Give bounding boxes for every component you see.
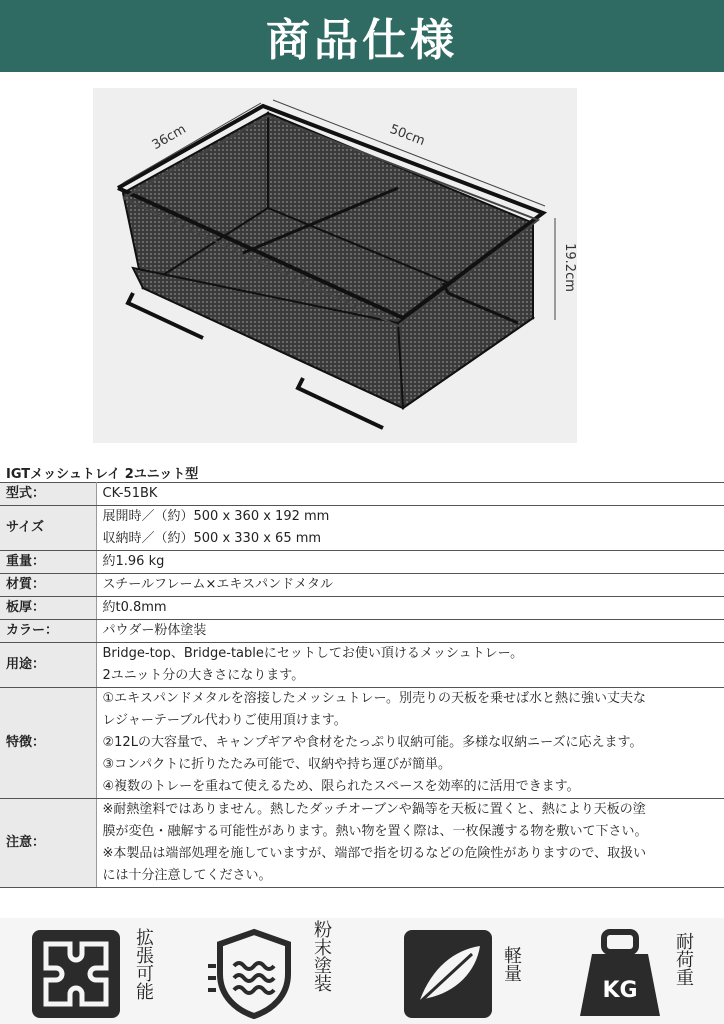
spec-row xyxy=(0,643,724,688)
dimension-height-label: 19.2cm xyxy=(561,243,577,292)
spec-label: 板厚： xyxy=(0,597,96,620)
spec-row xyxy=(0,551,724,574)
feather-icon xyxy=(402,928,494,1020)
spec-row xyxy=(0,574,724,597)
spec-value-line: 展開時／（約）500 x 360 x 192 mm xyxy=(102,509,330,524)
spec-label: 特徴： xyxy=(0,688,96,799)
spec-value-line: ※耐熱塗料ではありません。熱したダッチオーブンや鍋等を天板に置くと、熱により天板の塗 xyxy=(102,802,646,817)
spec-label: 型式： xyxy=(0,483,96,506)
product-name: IGTメッシュトレイ 2ユニット型 xyxy=(6,467,199,482)
spec-value-line: 収納時／（約）500 x 330 x 65 mm xyxy=(102,531,322,546)
spec-value-line: CK-51BK xyxy=(102,486,158,501)
weight-badge: KG xyxy=(602,978,638,1003)
spec-value xyxy=(96,597,724,620)
spec-label: サイズ xyxy=(0,506,96,551)
feature-expandable xyxy=(30,928,122,1024)
feature-label-lightweight: 軽量 xyxy=(501,946,522,982)
spec-value xyxy=(96,506,724,551)
spec-value-line: 2ユニット分の大きさになります。 xyxy=(102,668,305,683)
feature-powder-coat xyxy=(208,928,300,1024)
spec-label: 用途： xyxy=(0,643,96,688)
spec-value-line: スチールフレーム×エキスパンドメタル xyxy=(102,577,333,592)
spec-row xyxy=(0,483,724,506)
product-image xyxy=(93,88,577,443)
dimension-depth-label: 36cm xyxy=(149,121,189,154)
spec-value-line: ②12Lの大容量で、キャンプギアや食材をたっぷり収納可能。多様な収納ニーズに応えます。 xyxy=(102,735,643,750)
page-title: 商品仕様 xyxy=(266,15,458,66)
feature-lightweight xyxy=(402,928,494,1024)
weight-kg-icon xyxy=(574,928,666,1020)
spec-label: カラー： xyxy=(0,620,96,643)
spec-value-line: レジャーテーブル代わりご使用頂けます。 xyxy=(102,713,347,728)
feature-label-powder-coat: 粉末塗装 xyxy=(311,920,332,992)
spec-value xyxy=(96,483,724,506)
spec-value-line: 約1.96 kg xyxy=(102,554,165,569)
spec-value xyxy=(96,574,724,597)
spec-value xyxy=(96,688,724,799)
spec-label: 重量： xyxy=(0,551,96,574)
feature-icons xyxy=(0,918,724,1024)
spec-label: 注意： xyxy=(0,799,96,888)
feature-label-load-capacity: 耐荷重 xyxy=(673,932,694,986)
spec-value-line: 約t0.8mm xyxy=(102,600,167,615)
spec-row xyxy=(0,688,724,799)
feature-label-expandable: 拡張可能 xyxy=(133,928,154,1000)
feature-load-capacity xyxy=(574,928,666,1024)
spec-value-line: 膜が変色・融解する可能性があります。熱い物を置く際は、一枚保護する物を敷いて下さい。 xyxy=(102,824,648,839)
spec-label: 材質： xyxy=(0,574,96,597)
page-header xyxy=(0,0,724,72)
spec-value xyxy=(96,620,724,643)
puzzle-icon xyxy=(30,928,122,1020)
spec-value-line: ①エキスパンドメタルを溶接したメッシュトレー。別売りの天板を乗せば水と熱に強い丈夫な xyxy=(102,691,646,706)
spec-row xyxy=(0,620,724,643)
shield-waves-icon xyxy=(208,928,300,1020)
spec-row xyxy=(0,799,724,888)
spec-value xyxy=(96,643,724,688)
spec-row xyxy=(0,506,724,551)
spec-value-line: ③コンパクトに折りたたみ可能で、収納や持ち運びが簡単。 xyxy=(102,757,451,772)
spec-value xyxy=(96,551,724,574)
dimension-width-label: 50cm xyxy=(387,121,427,150)
spec-value-line: ④複数のトレーを重ねて使えるため、限られたスペースを効率的に活用できます。 xyxy=(102,779,580,794)
spec-value-line: パウダー粉体塗装 xyxy=(102,623,207,638)
spec-table xyxy=(0,482,724,888)
spec-value-line: には十分注意してください。 xyxy=(102,868,272,883)
spec-value-line: ※本製品は端部処理を施していますが、端部で指を切るなどの危険性がありますので、取扱い xyxy=(102,846,647,861)
spec-value xyxy=(96,799,724,888)
spec-value-line: Bridge-top、Bridge-tableにセットしてお使い頂けるメッシュトレー。 xyxy=(102,646,524,661)
spec-row xyxy=(0,597,724,620)
